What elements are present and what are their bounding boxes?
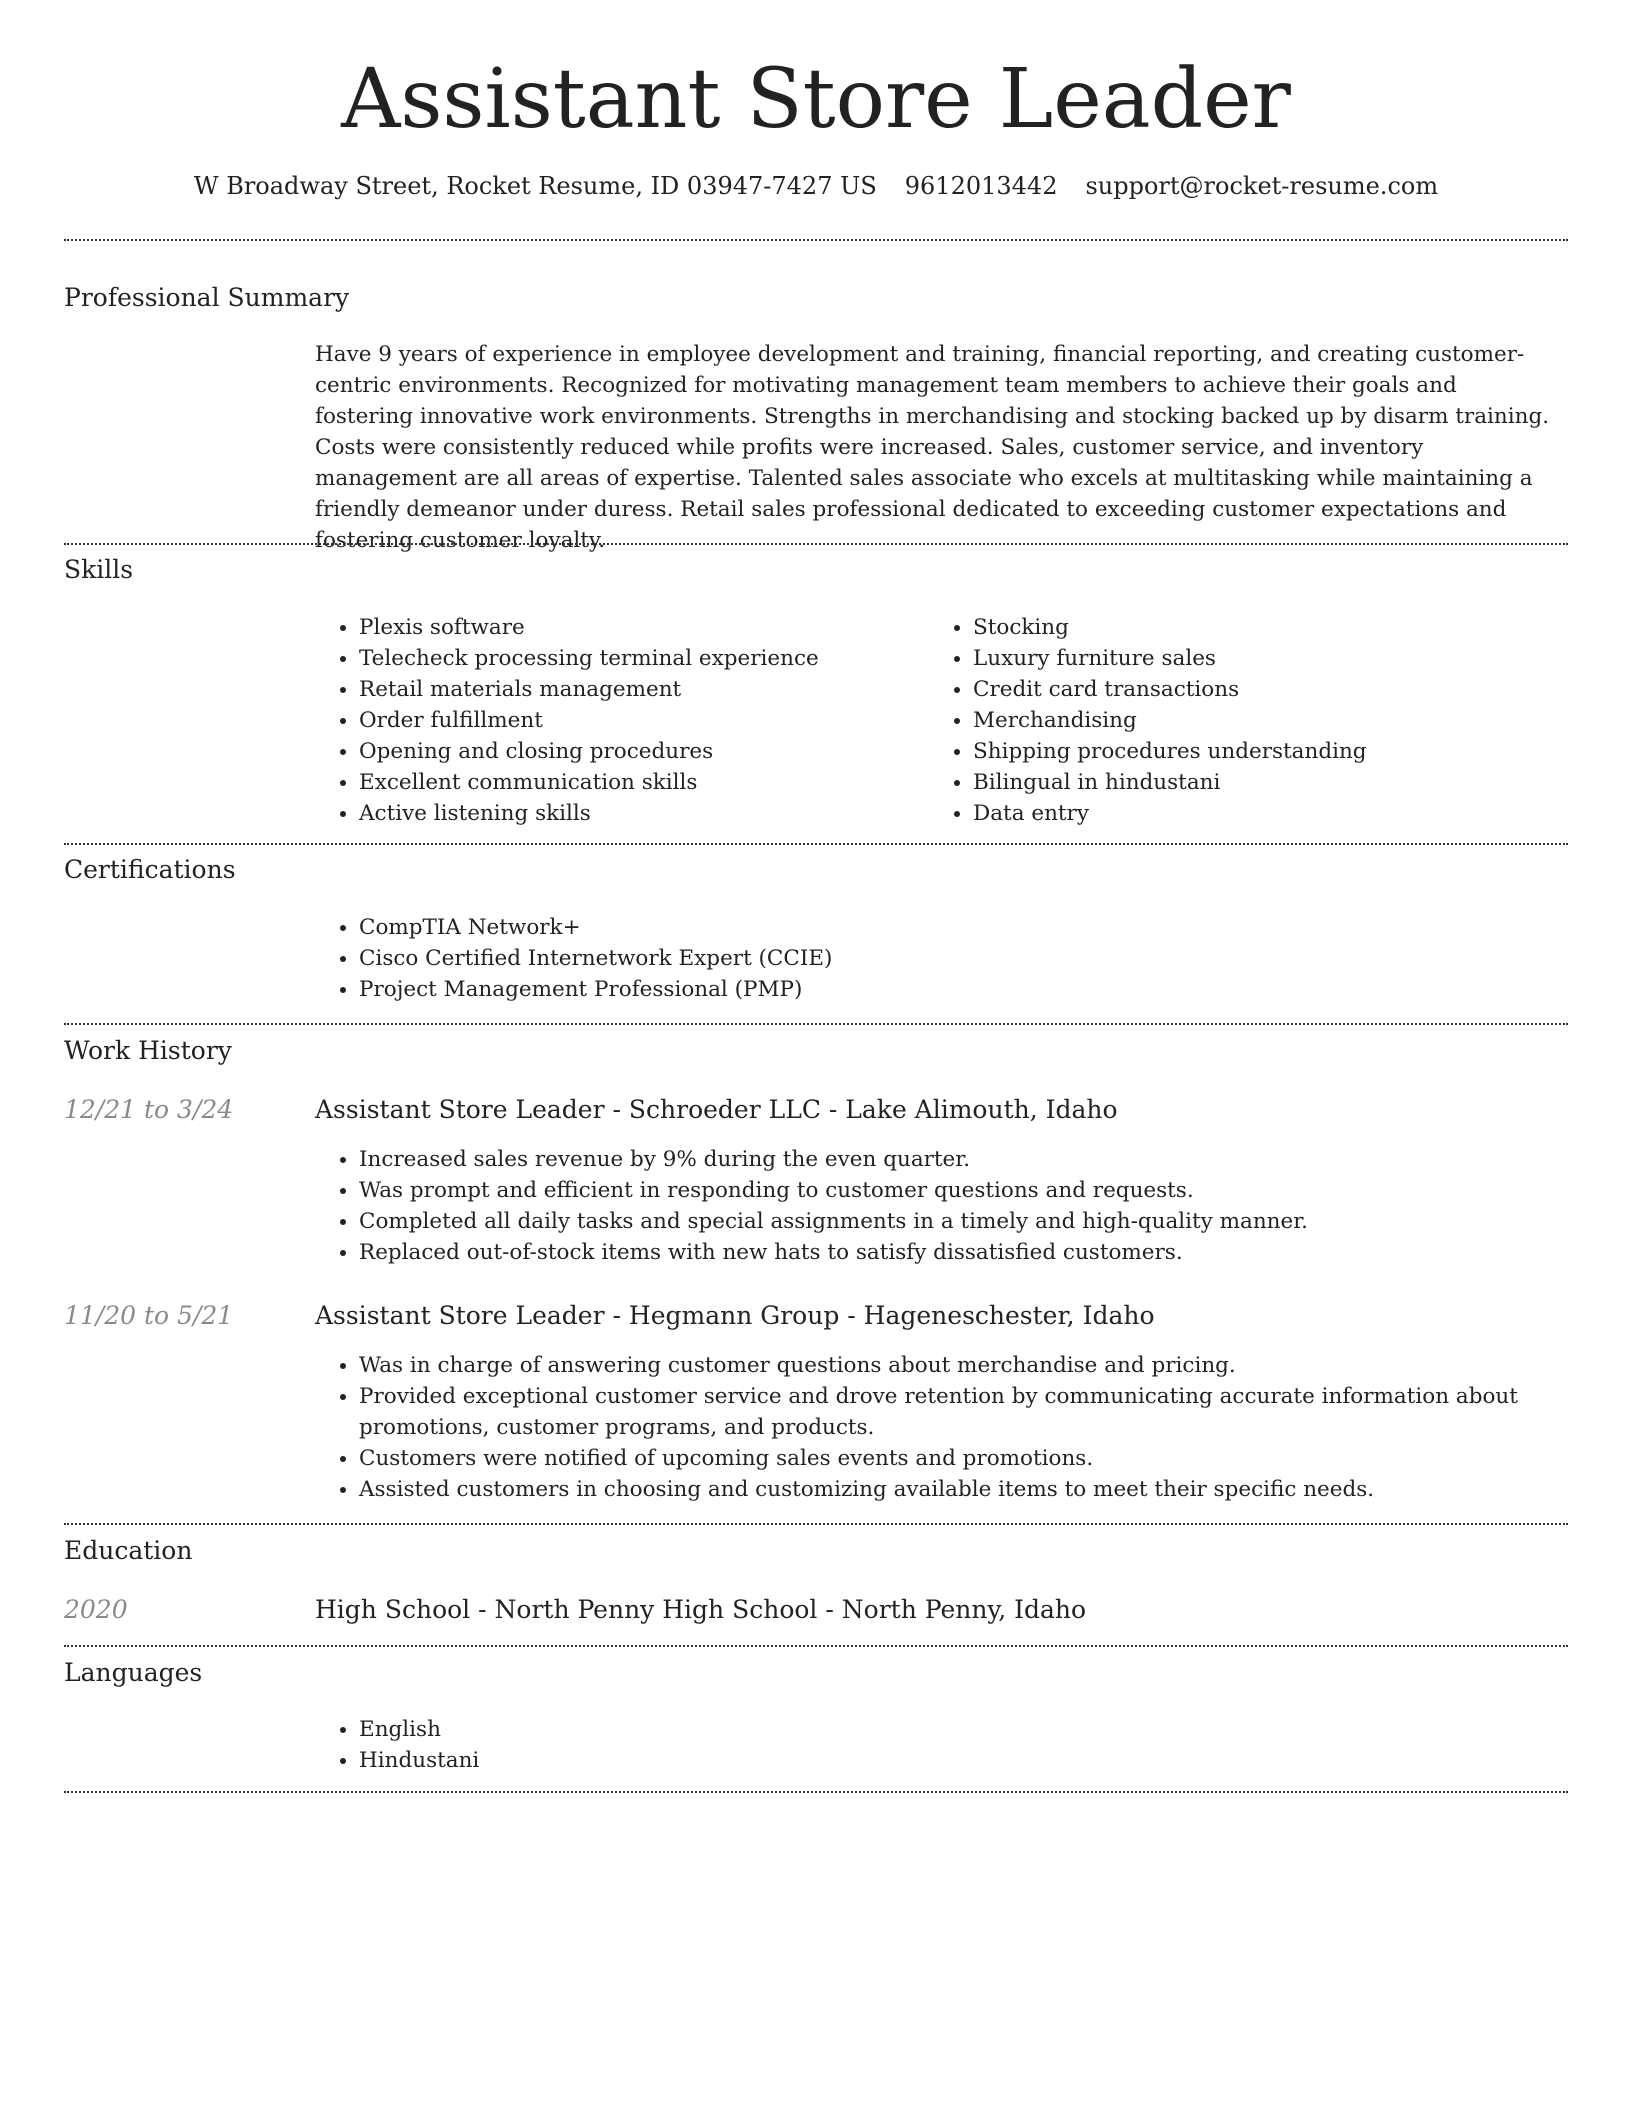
- education-date: 2020: [64, 1595, 128, 1624]
- list-item: • Merchandising: [973, 705, 1573, 736]
- list-item: • Completed all daily tasks and special assignments in a timely and high-quality manner.: [359, 1206, 1609, 1237]
- contact-address: W Broadway Street, Rocket Resume, ID 03947-7427 US: [193, 172, 877, 200]
- list-item: • Order fulfillment: [359, 705, 919, 736]
- list-item: • Assisted customers in choosing and customizing available items to meet their specific needs.: [359, 1474, 1609, 1505]
- list-item: • Retail materials management: [359, 674, 919, 705]
- resume-header: [64, 48, 1568, 202]
- list-item: • Customers were notified of upcoming sales events and promotions.: [359, 1443, 1609, 1474]
- section-title-certifications: Certifications: [64, 855, 236, 884]
- divider: [64, 1645, 1568, 1647]
- list-item: • Increased sales revenue by 9% during the even quarter.: [359, 1144, 1609, 1175]
- section-title-education: Education: [64, 1536, 193, 1565]
- list-item: • Cisco Certified Internetwork Expert (CCIE): [359, 943, 1559, 974]
- job-bullets: [315, 1144, 1609, 1268]
- contact-email: support@rocket-resume.com: [1085, 172, 1439, 200]
- skills-list-left: [315, 612, 919, 829]
- section-title-skills: Skills: [64, 555, 134, 584]
- list-item: • Bilingual in hindustani: [973, 767, 1573, 798]
- divider: [64, 239, 1568, 241]
- list-item: • Telecheck processing terminal experience: [359, 643, 919, 674]
- list-item: • Project Management Professional (PMP): [359, 974, 1559, 1005]
- list-item: • Plexis software: [359, 612, 919, 643]
- divider: [64, 1023, 1568, 1025]
- list-item: • Replaced out-of-stock items with new hats to satisfy dissatisfied customers.: [359, 1237, 1609, 1268]
- list-item: • Active listening skills: [359, 798, 919, 829]
- list-item: • Stocking: [973, 612, 1573, 643]
- divider: [64, 1791, 1568, 1793]
- education-heading: High School - North Penny High School - North Penny, Idaho: [315, 1595, 1087, 1624]
- list-item: • Data entry: [973, 798, 1573, 829]
- divider: [64, 1523, 1568, 1525]
- job-heading: Assistant Store Leader - Hegmann Group - Hageneschester, Idaho: [315, 1301, 1155, 1330]
- contact-phone: 9612013442: [904, 172, 1058, 200]
- list-item: • Excellent communication skills: [359, 767, 919, 798]
- section-title-summary: Professional Summary: [64, 283, 350, 312]
- contact-line: [64, 170, 1568, 202]
- list-item: • Credit card transactions: [973, 674, 1573, 705]
- job-dates: 11/20 to 5/21: [64, 1301, 234, 1330]
- list-item: • Was prompt and efficient in responding to customer questions and requests.: [359, 1175, 1609, 1206]
- divider: [64, 543, 1568, 545]
- list-item: • English: [359, 1714, 1559, 1745]
- languages-list: [315, 1714, 1559, 1776]
- section-title-work-history: Work History: [64, 1036, 232, 1065]
- list-item: • CompTIA Network+: [359, 912, 1559, 943]
- list-item: • Provided exceptional customer service and drove retention by communicating accurate information about promotions, customer programs, and products.: [359, 1381, 1609, 1443]
- candidate-name: Assistant Store Leader: [341, 52, 1291, 147]
- job-heading: Assistant Store Leader - Schroeder LLC - Lake Alimouth, Idaho: [315, 1095, 1118, 1124]
- divider: [64, 843, 1568, 845]
- skills-list-right: [929, 612, 1573, 829]
- list-item: • Opening and closing procedures: [359, 736, 919, 767]
- certifications-list: [315, 912, 1559, 1005]
- section-title-languages: Languages: [64, 1658, 203, 1687]
- job-bullets: [315, 1350, 1609, 1505]
- list-item: • Luxury furniture sales: [973, 643, 1573, 674]
- list-item: • Was in charge of answering customer questions about merchandise and pricing.: [359, 1350, 1609, 1381]
- list-item: • Shipping procedures understanding: [973, 736, 1573, 767]
- job-dates: 12/21 to 3/24: [64, 1095, 234, 1124]
- summary-text: Have 9 years of experience in employee development and training, financial reporting, and creating customer-centric environments. Recognized for motivating management team members to achieve their goals and fostering innovative work environments. Strengths in merchandising and stocking backed up by disarm training. Costs were consistently reduced while profits were increased. Sales, customer service, and inventory management are all areas of expertise. Talented sales associate who excels at multitasking while maintaining a friendly demeanor under duress. Retail sales professional dedicated to exceeding customer expectations and fostering customer loyalty.: [315, 342, 1550, 553]
- list-item: • Hindustani: [359, 1745, 1559, 1776]
